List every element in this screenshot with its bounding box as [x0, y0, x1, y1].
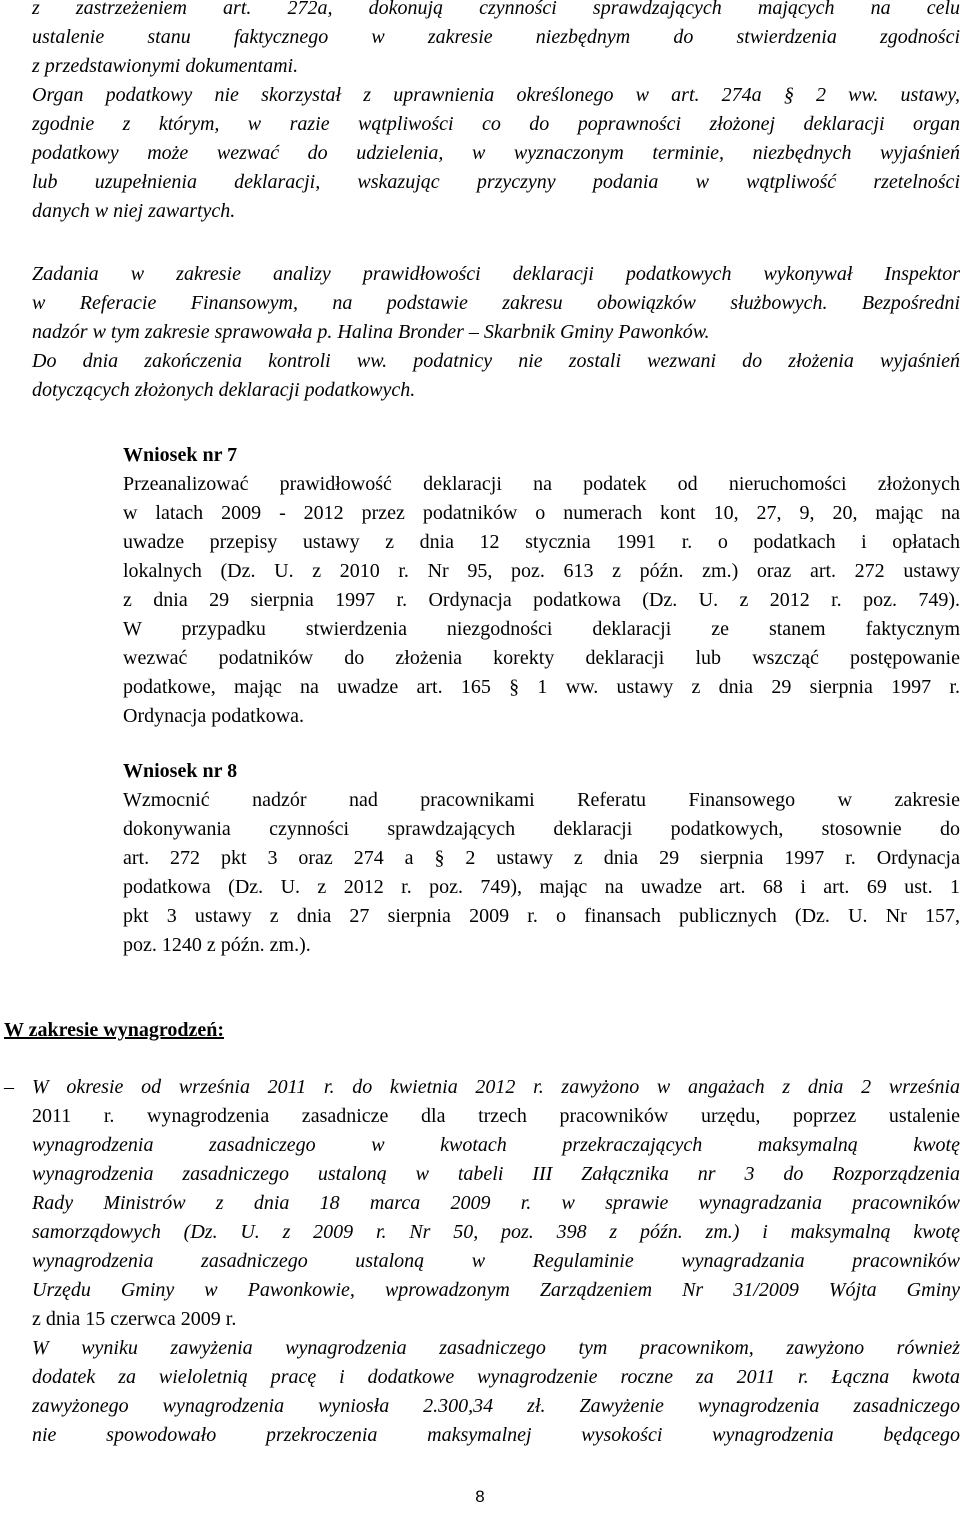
- wniosek-8-title: Wniosek nr 8: [123, 760, 238, 782]
- text-line: W przypadku stwierdzenia niezgodności deklaracji ze stanem faktycznym: [123, 618, 960, 640]
- text-line: dokonywania czynności sprawdzających deklaracji podatkowych, stosownie do: [123, 818, 960, 840]
- text-line: podatkowe, mając na uwadze art. 165 § 1 ww. ustawy z dnia 29 sierpnia 1997 r.: [123, 676, 960, 698]
- text-line: Rady Ministrów z dnia 18 marca 2009 r. w sprawie wynagradzania pracowników: [32, 1192, 960, 1214]
- text-line: dodatek za wieloletnią pracę i dodatkowe wynagrodzenie roczne za 2011 r. Łączna kwota: [32, 1366, 960, 1388]
- text-line: samorządowych (Dz. U. z 2009 r. Nr 50, poz. 398 z późn. zm.) i maksymalną kwotę: [32, 1221, 960, 1243]
- text-line: Zadania w zakresie analizy prawidłowości deklaracji podatkowych wykonywał Inspektor: [32, 263, 960, 285]
- text-line: zawyżonego wynagrodzenia wyniosła 2.300,34 zł. Zawyżenie wynagrodzenia zasadniczego: [32, 1395, 960, 1417]
- text-line: w Referacie Finansowym, na podstawie zakresu obowiązków służbowych. Bezpośredni: [32, 292, 960, 314]
- text-line: Do dnia zakończenia kontroli ww. podatnicy nie zostali wezwani do złożenia wyjaśnień: [32, 350, 960, 372]
- text-line: Ordynacja podatkowa.: [123, 705, 305, 727]
- text-line: nie spowodowało przekroczenia maksymalnej wysokości wynagrodzenia będącego: [32, 1424, 960, 1446]
- wniosek-8: [123, 757, 960, 960]
- text-line: podatkowa (Dz. U. z 2012 r. poz. 749), mając na uwadze art. 68 i art. 69 ust. 1: [123, 876, 960, 898]
- text-line: Przeanalizować prawidłowość deklaracji na podatek od nieruchomości złożonych: [123, 473, 960, 495]
- text-line: wezwać podatników do złożenia korekty deklaracji lub wszcząć postępowanie: [123, 647, 960, 669]
- text-line: ustalenie stanu faktycznego w zakresie niezbędnym do stwierdzenia zgodności: [32, 26, 960, 48]
- text-line: z zastrzeżeniem art. 272a, dokonują czynności sprawdzających mających na celu: [32, 0, 960, 19]
- text-line: z dnia 29 sierpnia 1997 r. Ordynacja podatkowa (Dz. U. z 2012 r. poz. 749).: [123, 589, 960, 611]
- text-line: wynagrodzenia zasadniczego ustaloną w Regulaminie wynagradzania pracowników: [32, 1250, 960, 1272]
- text-line: podatkowy może wezwać do udzielenia, w wyznaczonym terminie, niezbędnych wyjaśnień: [32, 142, 960, 164]
- wniosek-7: [123, 441, 960, 731]
- text-line: 2011 r. wynagrodzenia zasadnicze dla trzech pracowników urzędu, poprzez ustalenie: [32, 1105, 960, 1127]
- text-line: dotyczących złożonych deklaracji podatkowych.: [32, 379, 416, 401]
- section-heading-wynagrodzenia: W zakresie wynagrodzeń:: [4, 1019, 224, 1041]
- list-dash: –: [4, 1076, 14, 1098]
- text-line: lub uzupełnienia deklaracji, wskazując przyczyny podania w wątpliwość rzetelności: [32, 171, 960, 193]
- text-line: w latach 2009 - 2012 przez podatników o numerach kont 10, 27, 9, 20, mając na: [123, 502, 960, 524]
- text-line: uwadze przepisy ustawy z dnia 12 stycznia 1991 r. o podatkach i opłatach: [123, 531, 960, 553]
- text-line: W wyniku zawyżenia wynagrodzenia zasadniczego tym pracownikom, zawyżono również: [32, 1337, 960, 1359]
- paragraph-analysis-tasks: [32, 260, 960, 405]
- text-line: Urzędu Gminy w Pawonkowie, wprowadzonym Zarządzeniem Nr 31/2009 Wójta Gminy: [32, 1279, 960, 1301]
- text-line: wynagrodzenia zasadniczego w kwotach przekraczających maksymalną kwotę: [32, 1134, 960, 1156]
- text-line: wynagrodzenia zasadniczego ustaloną w tabeli III Załącznika nr 3 do Rozporządzenia: [32, 1163, 960, 1185]
- paragraph-tax-authority: [32, 0, 960, 226]
- text-line: zgodnie z którym, w razie wątpliwości co do poprawności złożonej deklaracji organ: [32, 113, 960, 135]
- text-line: z dnia 15 czerwca 2009 r.: [32, 1308, 237, 1330]
- text-line: nadzór w tym zakresie sprawowała p. Halina Bronder – Skarbnik Gminy Pawonków.: [32, 321, 710, 343]
- text-line: W okresie od września 2011 r. do kwietnia 2012 r. zawyżono w angażach z dnia 2 września: [32, 1076, 960, 1098]
- text-line: Wzmocnić nadzór nad pracownikami Referatu Finansowego w zakresie: [123, 789, 960, 811]
- text-line: pkt 3 ustawy z dnia 27 sierpnia 2009 r. o finansach publicznych (Dz. U. Nr 157,: [123, 905, 960, 927]
- text-line: z przedstawionymi dokumentami.: [32, 55, 299, 77]
- wniosek-7-title: Wniosek nr 7: [123, 444, 238, 466]
- text-line: danych w niej zawartych.: [32, 200, 236, 222]
- text-line: Organ podatkowy nie skorzystał z uprawnienia określonego w art. 274a § 2 ww. ustawy,: [32, 84, 960, 106]
- paragraph-wynagrodzenia: [32, 1073, 960, 1450]
- text-line: art. 272 pkt 3 oraz 274 a § 2 ustawy z dnia 29 sierpnia 1997 r. Ordynacja: [123, 847, 960, 869]
- text-line: lokalnych (Dz. U. z 2010 r. Nr 95, poz. 613 z późn. zm.) oraz art. 272 ustawy: [123, 560, 960, 582]
- page-number: 8: [475, 1487, 485, 1506]
- text-line: poz. 1240 z późn. zm.).: [123, 934, 311, 956]
